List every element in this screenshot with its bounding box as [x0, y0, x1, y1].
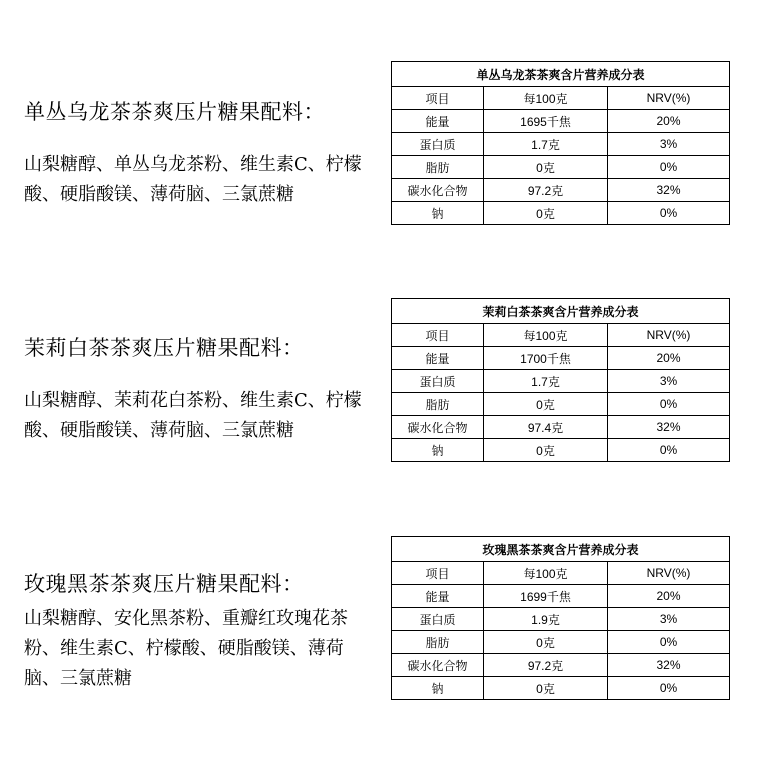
table-cell: 97.4克 — [484, 416, 608, 439]
table-cell: 20% — [608, 347, 730, 370]
nutrition-table — [391, 536, 730, 700]
column-header: 项目 — [392, 562, 484, 585]
table-cell: 0克 — [484, 631, 608, 654]
table-cell: 0克 — [484, 439, 608, 462]
table-cell: 20% — [608, 585, 730, 608]
ingredients-title: 单丛乌龙茶茶爽压片糖果配料： — [24, 100, 325, 124]
table-row — [392, 110, 730, 133]
table-cell: 0% — [608, 439, 730, 462]
ingredients-title: 玫瑰黑茶茶爽压片糖果配料： — [24, 572, 304, 596]
table-row — [392, 202, 730, 225]
table-row — [392, 439, 730, 462]
table-row — [392, 631, 730, 654]
ingredients-list: 山梨糖醇、单丛乌龙茶粉、维生素C、柠檬酸、硬脂酸镁、薄荷脑、三氯蔗糖 — [24, 154, 362, 205]
table-cell: 碳水化合物 — [392, 654, 484, 677]
table-row — [392, 156, 730, 179]
table-cell: 碳水化合物 — [392, 179, 484, 202]
table-cell: 钠 — [392, 202, 484, 225]
column-header: NRV(%) — [608, 87, 730, 110]
table-cell: 钠 — [392, 677, 484, 700]
table-cell: 0% — [608, 393, 730, 416]
table-row — [392, 347, 730, 370]
table-cell: 20% — [608, 110, 730, 133]
column-header: NRV(%) — [608, 562, 730, 585]
table-cell: 脂肪 — [392, 156, 484, 179]
table-cell: 蛋白质 — [392, 608, 484, 631]
column-header: NRV(%) — [608, 324, 730, 347]
table-row — [392, 416, 730, 439]
table-cell: 0克 — [484, 393, 608, 416]
table-cell: 0克 — [484, 156, 608, 179]
table-row — [392, 370, 730, 393]
table-cell: 0% — [608, 631, 730, 654]
table-cell: 3% — [608, 133, 730, 156]
ingredients-title: 茉莉白茶茶爽压片糖果配料： — [24, 336, 304, 360]
table-row — [392, 608, 730, 631]
table-cell: 钠 — [392, 439, 484, 462]
table-cell: 0% — [608, 202, 730, 225]
table-cell: 1699千焦 — [484, 585, 608, 608]
ingredients-list: 山梨糖醇、安化黑茶粉、重瓣红玫瑰花茶粉、维生素C、柠檬酸、硬脂酸镁、薄荷脑、三氯蔗糖 — [24, 608, 348, 689]
table-row — [392, 654, 730, 677]
table-cell: 能量 — [392, 585, 484, 608]
table-cell: 3% — [608, 608, 730, 631]
table-cell: 0克 — [484, 677, 608, 700]
nutrition-table — [391, 298, 730, 462]
nutrition-table-caption: 单丛乌龙茶茶爽含片营养成分表 — [392, 62, 730, 87]
table-cell: 3% — [608, 370, 730, 393]
table-cell: 32% — [608, 654, 730, 677]
table-cell: 32% — [608, 416, 730, 439]
table-cell: 1.7克 — [484, 370, 608, 393]
table-cell: 脂肪 — [392, 393, 484, 416]
table-cell: 1.7克 — [484, 133, 608, 156]
nutrition-table-caption: 茉莉白茶茶爽含片营养成分表 — [392, 299, 730, 324]
nutrition-table-caption: 玫瑰黑茶茶爽含片营养成分表 — [392, 537, 730, 562]
table-header-row — [392, 562, 730, 585]
table-cell: 1695千焦 — [484, 110, 608, 133]
table-cell: 0% — [608, 677, 730, 700]
table-row — [392, 179, 730, 202]
table-cell: 碳水化合物 — [392, 416, 484, 439]
table-cell: 1700千焦 — [484, 347, 608, 370]
column-header: 每100克 — [484, 324, 608, 347]
table-cell: 0% — [608, 156, 730, 179]
table-cell: 能量 — [392, 110, 484, 133]
table-row — [392, 133, 730, 156]
table-header-row — [392, 324, 730, 347]
table-header-row — [392, 87, 730, 110]
table-cell: 脂肪 — [392, 631, 484, 654]
table-cell: 97.2克 — [484, 179, 608, 202]
column-header: 每100克 — [484, 87, 608, 110]
table-row — [392, 677, 730, 700]
column-header: 项目 — [392, 324, 484, 347]
table-row — [392, 585, 730, 608]
table-cell: 能量 — [392, 347, 484, 370]
table-cell: 97.2克 — [484, 654, 608, 677]
table-cell: 蛋白质 — [392, 370, 484, 393]
table-cell: 32% — [608, 179, 730, 202]
table-cell: 蛋白质 — [392, 133, 484, 156]
table-row — [392, 393, 730, 416]
column-header: 每100克 — [484, 562, 608, 585]
ingredients-list: 山梨糖醇、茉莉花白茶粉、维生素C、柠檬酸、硬脂酸镁、薄荷脑、三氯蔗糖 — [24, 390, 362, 441]
table-cell: 1.9克 — [484, 608, 608, 631]
column-header: 项目 — [392, 87, 484, 110]
nutrition-table — [391, 61, 730, 225]
table-cell: 0克 — [484, 202, 608, 225]
